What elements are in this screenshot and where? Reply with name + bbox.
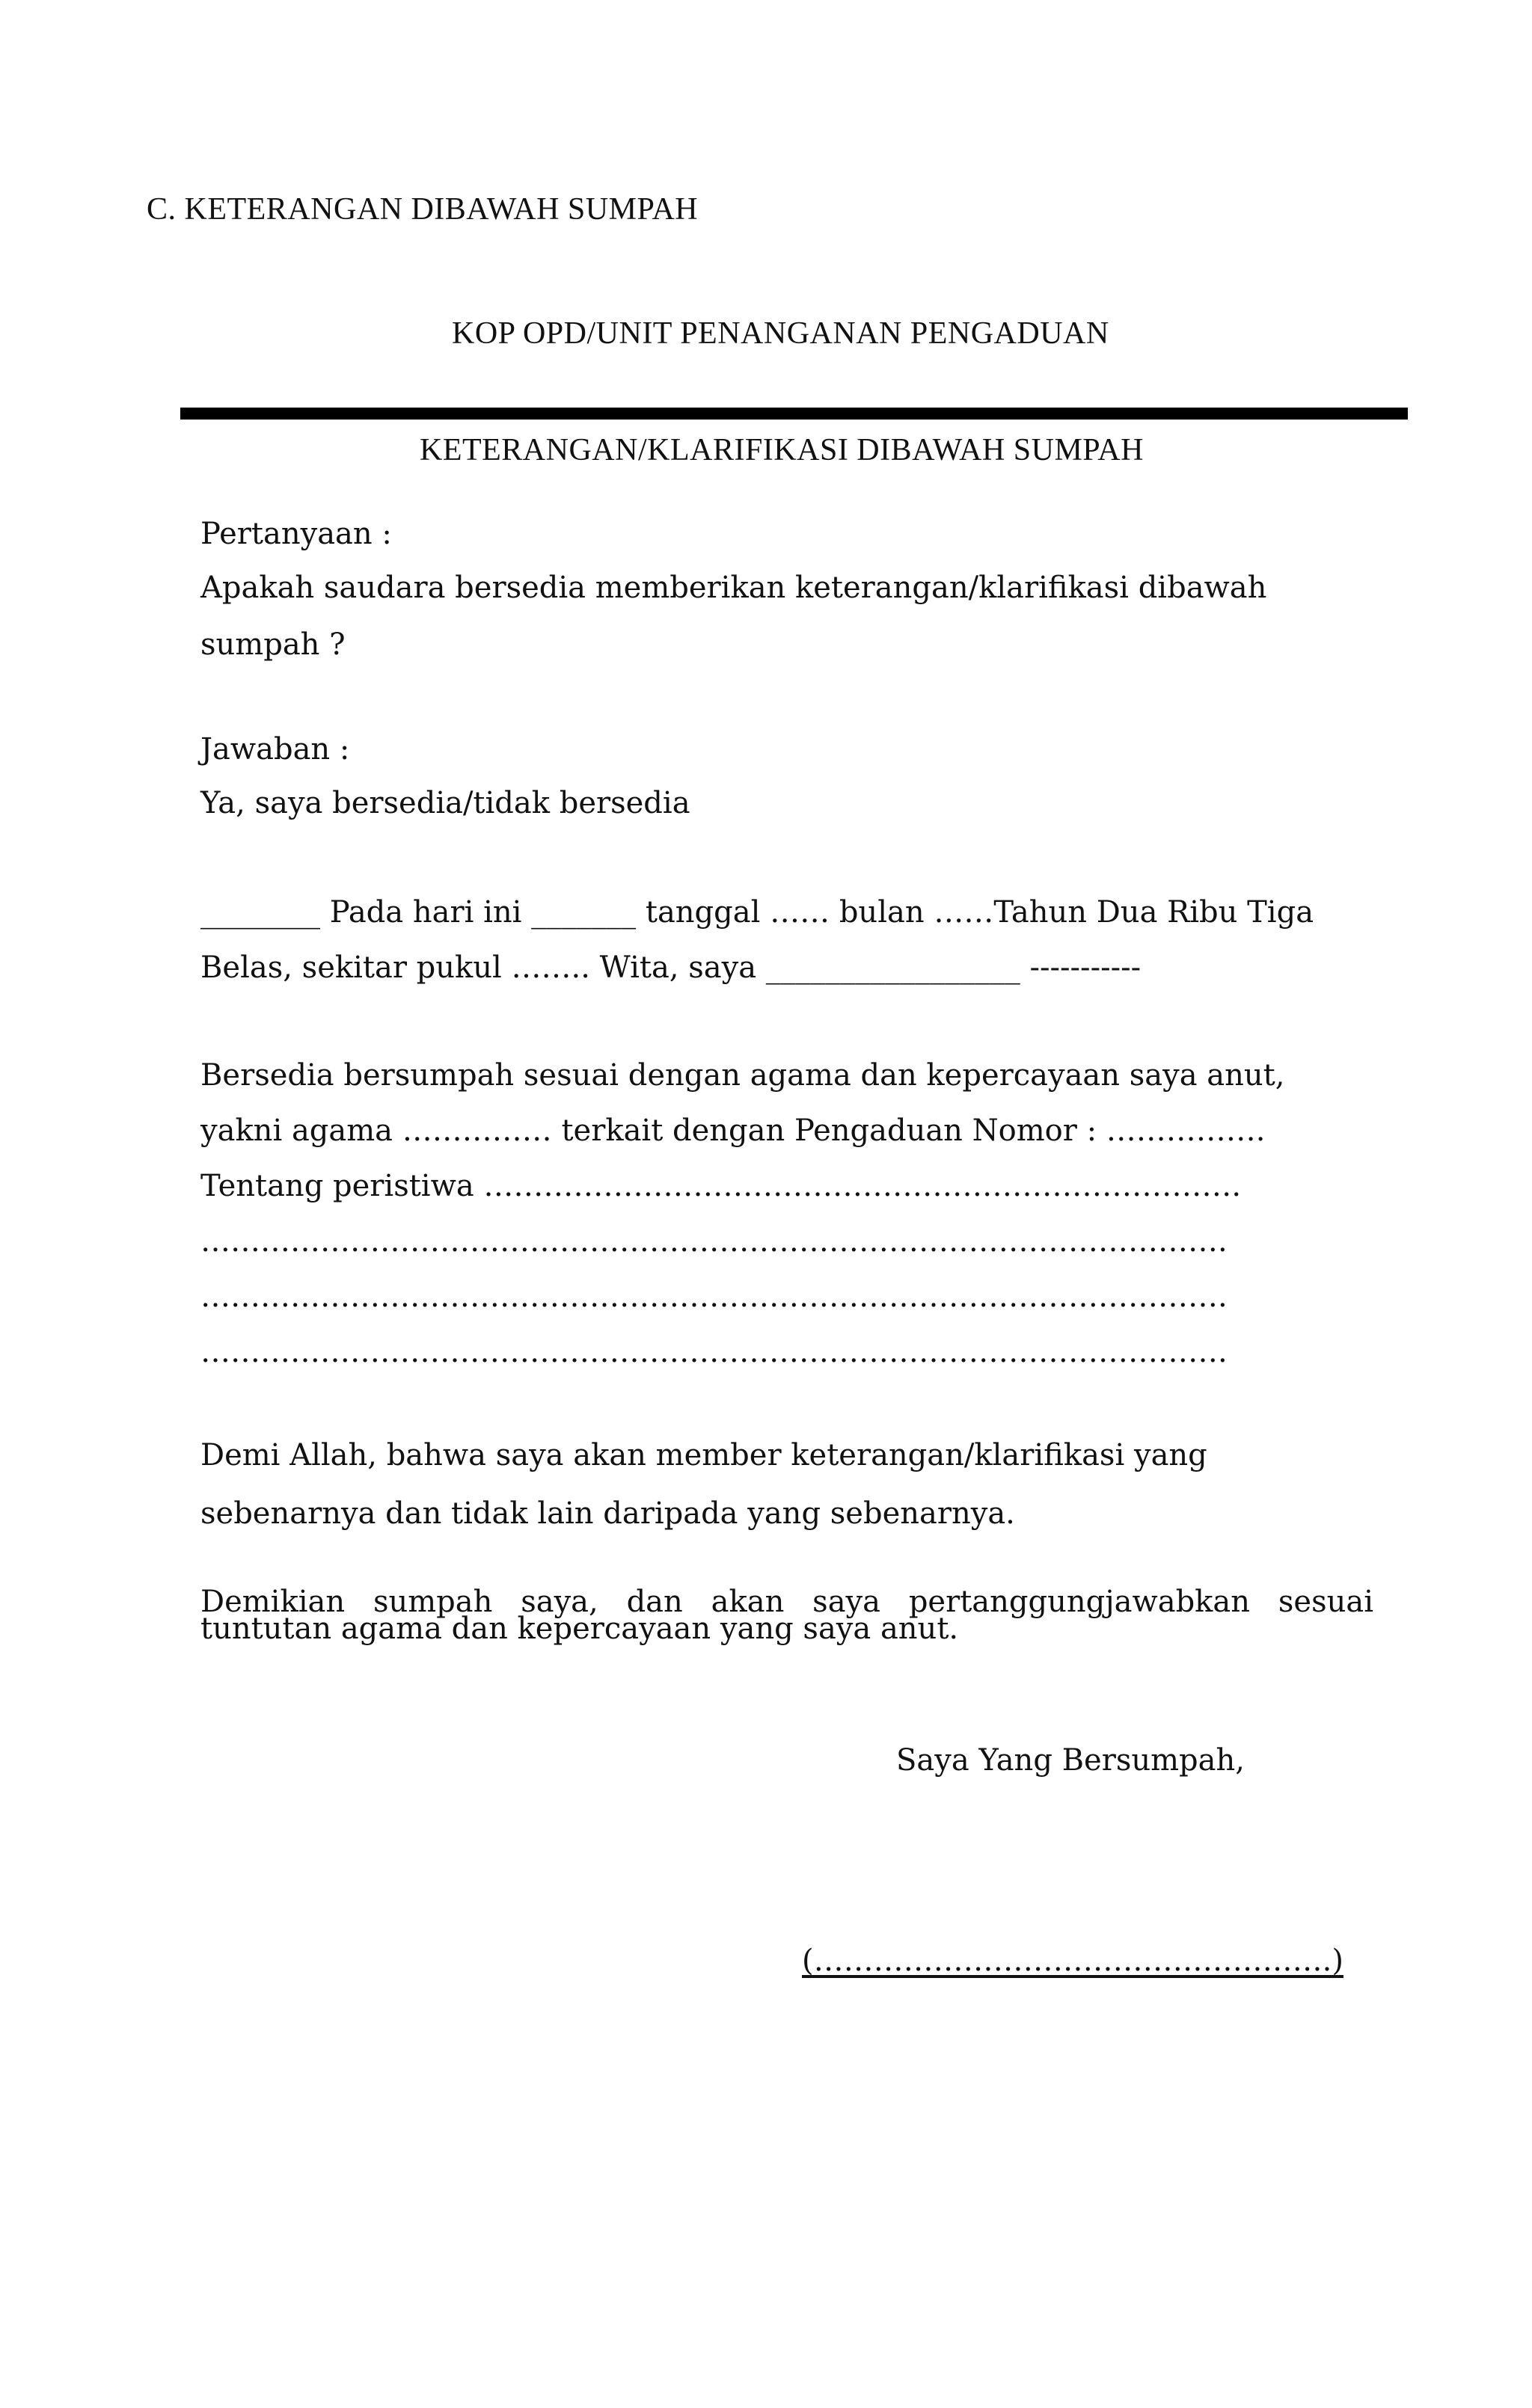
- letterhead-divider: [180, 408, 1408, 420]
- oath-line3: Tentang peristiwa ………………………………………………………………….: [200, 1169, 1242, 1203]
- document-title: KETERANGAN/KLARIFIKASI DIBAWAH SUMPAH: [420, 433, 1144, 467]
- closing-line4: tuntutan agama dan kepercayaan yang saya anut.: [200, 1612, 959, 1646]
- oath-line1: Bersedia bersumpah sesuai dengan agama dan kepercayaan saya anut,: [200, 1058, 1285, 1093]
- date-statement-line2: Belas, sekitar pukul …….. Wita, saya _________________ -----------: [200, 950, 1142, 985]
- section-heading: C. KETERANGAN DIBAWAH SUMPAH: [147, 192, 699, 227]
- oath-line4: ………………………………………………………………………………………….: [200, 1224, 1228, 1259]
- question-label: Pertanyaan :: [200, 517, 392, 551]
- date-statement-line1: ________ Pada hari ini _______ tanggal …… bulan ……Tahun Dua Ribu Tiga: [200, 895, 1314, 930]
- oath-line5: ………………………………………………………………………………………….: [200, 1280, 1228, 1314]
- oath-line2: yakni agama …………… terkait dengan Pengaduan Nomor : …………….: [200, 1114, 1266, 1148]
- letterhead: KOP OPD/UNIT PENANGANAN PENGADUAN: [452, 316, 1109, 351]
- closing-line3: Demikian sumpah saya, dan akan saya pertanggungjawabkan sesuai: [200, 1585, 1373, 1619]
- answer-text: Ya, saya bersedia/tidak bersedia: [200, 786, 690, 820]
- oath-line6: ………………………………………………………………………………………….: [200, 1335, 1228, 1369]
- closing-line2: sebenarnya dan tidak lain daripada yang sebenarnya.: [200, 1496, 1015, 1531]
- signature-caption: Saya Yang Bersumpah,: [896, 1743, 1245, 1778]
- question-text-line2: sumpah ?: [200, 627, 346, 662]
- signature-name-line: (…………………………………………….): [802, 1944, 1343, 1978]
- answer-label: Jawaban :: [200, 732, 350, 767]
- question-text-line1: Apakah saudara bersedia memberikan keterangan/klarifikasi dibawah: [200, 571, 1267, 605]
- closing-line1: Demi Allah, bahwa saya akan member keterangan/klarifikasi yang: [200, 1438, 1207, 1472]
